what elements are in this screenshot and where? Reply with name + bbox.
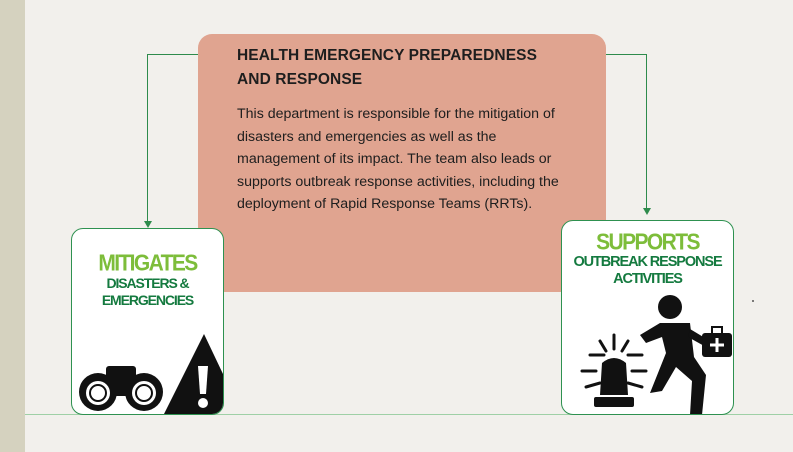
- running-medic-icon: [632, 289, 732, 415]
- right-connector-arrow: [643, 208, 651, 215]
- right-connector-line: [605, 54, 647, 209]
- left-connector-arrow: [144, 221, 152, 228]
- department-description: This department is responsible for the mitigation of disasters and emergencies as well as the management of its impact. The team also leads or supports outbreak response activities, including the deployment of Rapid Response Teams (RRTs).: [237, 106, 559, 212]
- supports-line-2: ACTIVITIES: [613, 271, 682, 287]
- left-decorative-strip: [0, 0, 25, 452]
- mitigates-line-2: EMERGENCIES: [101, 292, 194, 308]
- supports-line-1: OUTBREAK RESPONSE: [573, 254, 722, 270]
- department-title: HEALTH EMERGENCY PREPAREDNESS AND RESPONSE: [237, 47, 538, 88]
- supports-heading: SUPPORTS: [596, 230, 699, 255]
- mitigates-card: [71, 228, 224, 415]
- left-connector-line: [147, 54, 200, 223]
- mitigates-heading: MITIGATES: [98, 251, 197, 276]
- department-description-box: [198, 34, 606, 292]
- warning-icon: [164, 330, 224, 415]
- mitigates-line-1: DISASTERS &: [106, 275, 189, 291]
- supports-card: [561, 220, 734, 415]
- binoculars-icon: [76, 360, 166, 415]
- stray-dot: [752, 300, 754, 302]
